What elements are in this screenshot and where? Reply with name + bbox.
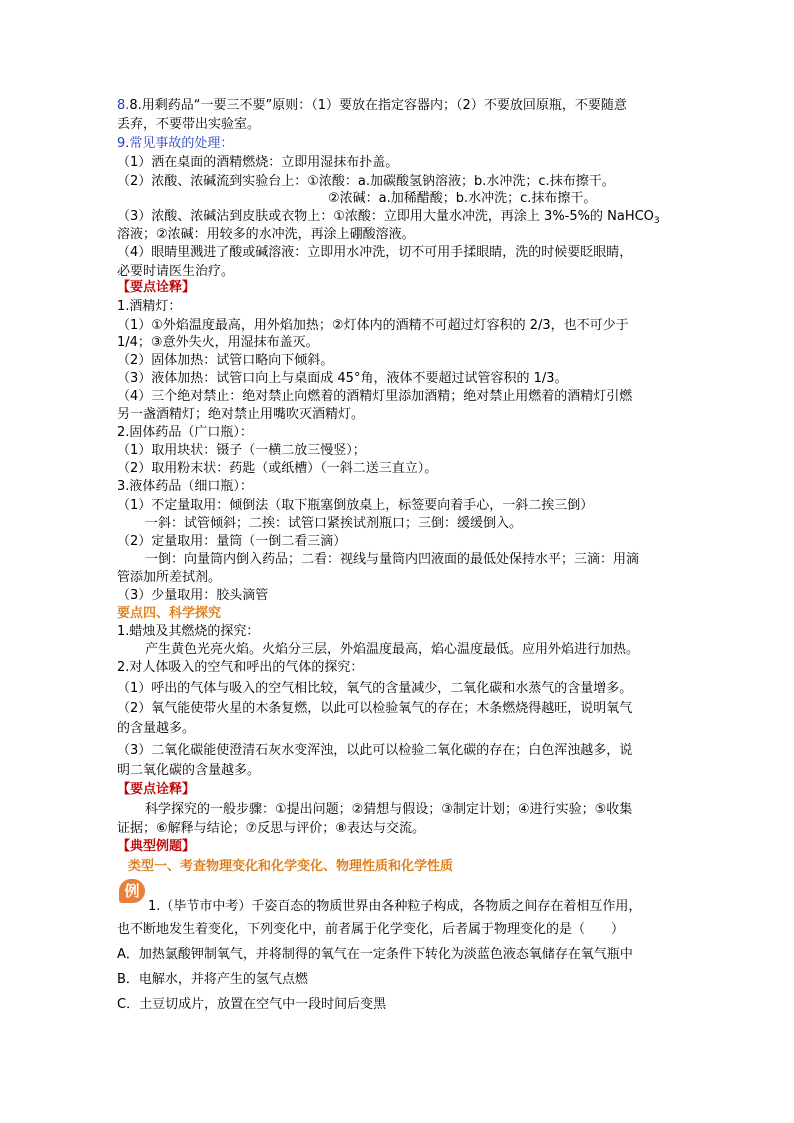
key-point-heading: 【要点诠释】 <box>117 280 196 295</box>
text-line: 溶液；②浓碱：用较多的水冲洗，再涂上硼酸溶液。 <box>117 227 415 242</box>
text-line: （2）取用粉末状：药匙（或纸槽）（一斜二送三直立）。 <box>117 461 438 476</box>
question-stem: 也不断地发生着变化，下列变化中，前者属于化学变化，后者属于物理变化的是（ ） <box>117 922 625 937</box>
option-c: C．土豆切成片，放置在空气中一段时间后变黑 <box>117 997 387 1012</box>
section-heading: 要点四、科学探究 <box>117 606 222 621</box>
subscript: 3 <box>653 216 660 226</box>
option-b: B．电解水，并将产生的氢气点燃 <box>117 972 308 987</box>
text-line: （1）不定量取用：倾倒法（取下瓶塞倒放桌上，标签要向着手心，一斜二挨三倒） <box>117 498 594 513</box>
text-line: 一斜：试管倾斜；二挨：试管口紧挨试剂瓶口；三倒：缓缓倒入。 <box>145 516 523 531</box>
section-heading: 9.常见事故的处理： <box>117 136 234 151</box>
text-line: 2.固体药品（广口瓶）： <box>117 425 253 440</box>
text-line: 证据；⑥解释与结论；⑦反思与评价；⑧表达与交流。 <box>117 821 425 836</box>
text-line: （3）少量取用：胶头滴管 <box>117 588 269 603</box>
text-line: 产生黄色光亮火焰。火焰分三层，外焰温度最高，焰心温度最低。应用外焰进行加热。 <box>145 642 640 657</box>
key-point-heading: 【要点诠释】 <box>117 782 196 797</box>
text-line: （4）三个绝对禁止：绝对禁止向燃着的酒精灯里添加酒精；绝对禁止用燃着的酒精灯引燃 <box>117 389 633 404</box>
text-line: （1）①外焰温度最高，用外焰加热；②灯体内的酒精不可超过灯容积的 2/3，也不可少于 <box>117 318 629 333</box>
text-line: （3）浓酸、浓碱沾到皮肤或衣物上：①浓酸：立即用大量水冲洗，再涂上 3%-5%的 NaHCO$_3$ <box>117 209 660 226</box>
text-line: 管添加所差拭剂。 <box>117 570 222 585</box>
item-number: 8. <box>117 98 130 113</box>
text-line: 一倒：向量筒内倒入药品；二看：视线与量筒内凹液面的最低处保持水平；三滴：用滴 <box>145 552 640 567</box>
question-stem: 1.（毕节市中考）千姿百态的物质世界由各种粒子构成，各物质之间存在着相互作用， <box>148 899 642 914</box>
text-line: （3）液体加热：试管口向上与桌面成 45°角，液体不要超过试管容积的 1/3。 <box>117 371 568 386</box>
text-line: 1.酒精灯： <box>117 299 182 314</box>
text-line: 另一盏酒精灯；绝对禁止用嘴吹灭酒精灯。 <box>117 407 365 422</box>
type-heading: 类型一、考查物理变化和化学变化、物理性质和化学性质 <box>128 859 454 874</box>
typical-examples-heading: 【典型例题】 <box>117 839 196 854</box>
option-a: A．加热氯酸钾制氧气，并将制得的氧气在一定条件下转化为淡蓝色液态氧储存在氧气瓶中 <box>117 947 633 962</box>
text-line: （4）眼睛里溅进了酸或碱溶液：立即用水冲洗，切不可用手揉眼睛，洗的时候要眨眼睛， <box>117 245 633 260</box>
text-line: 明二氧化碳的含量越多。 <box>117 763 261 778</box>
text-line: （1）呼出的气体与吸入的空气相比较，氧气的含量减少，二氧化碳和水蒸气的含量增多。 <box>117 681 633 696</box>
text-line: 丢弃，不要带出实验室。 <box>117 117 261 132</box>
text-line: 必要时请医生治疗。 <box>117 264 235 279</box>
text-line: 2.对人体吸入的空气和呼出的气体的探究： <box>117 660 364 675</box>
text-line: 1/4；③意外失火，用湿抹布盖灭。 <box>117 335 319 350</box>
text-line: 3.液体药品（细口瓶）： <box>117 479 253 494</box>
text-line: 1.蜡烛及其燃烧的探究： <box>117 624 260 639</box>
text-line: 的含量越多。 <box>117 721 196 736</box>
text-line: ②浓碱：a.加稀醋酸；b.水冲洗；c.抹布擦干。 <box>328 191 597 206</box>
text-line: （1）洒在桌面的酒精燃烧：立即用湿抹布扑盖。 <box>117 155 399 170</box>
text-line: 8.8.用剩药品“一要三不要”原则：（1）要放在指定容器内；（2）不要放回原瓶，不要随意 <box>117 98 627 113</box>
text-line: （2）浓酸、浓碱流到实验台上：①浓酸：a.加碳酸氢钠溶液；b.水冲洗；c.抹布擦干。 <box>117 174 615 189</box>
text-line: （2）定量取用：量筒（一倒二看三滴） <box>117 534 347 549</box>
text-line: （2）固体加热：试管口略向下倾斜。 <box>117 353 334 368</box>
text-line: （3）二氧化碳能使澄清石灰水变浑浊，以此可以检验二氧化碳的存在；白色浑浊越多，说 <box>117 743 633 758</box>
text-line: 科学探究的一般步骤：①提出问题；②猜想与假设；③制定计划；④进行实验；⑤收集 <box>145 802 633 817</box>
text-line: （2）氧气能使带火星的木条复燃，以此可以检验氧气的存在；木条燃烧得越旺，说明氧气 <box>117 701 633 716</box>
example-badge-icon: 例 <box>119 879 145 903</box>
text-line: （1）取用块状：镊子（一横二放三慢竖）； <box>117 443 366 458</box>
